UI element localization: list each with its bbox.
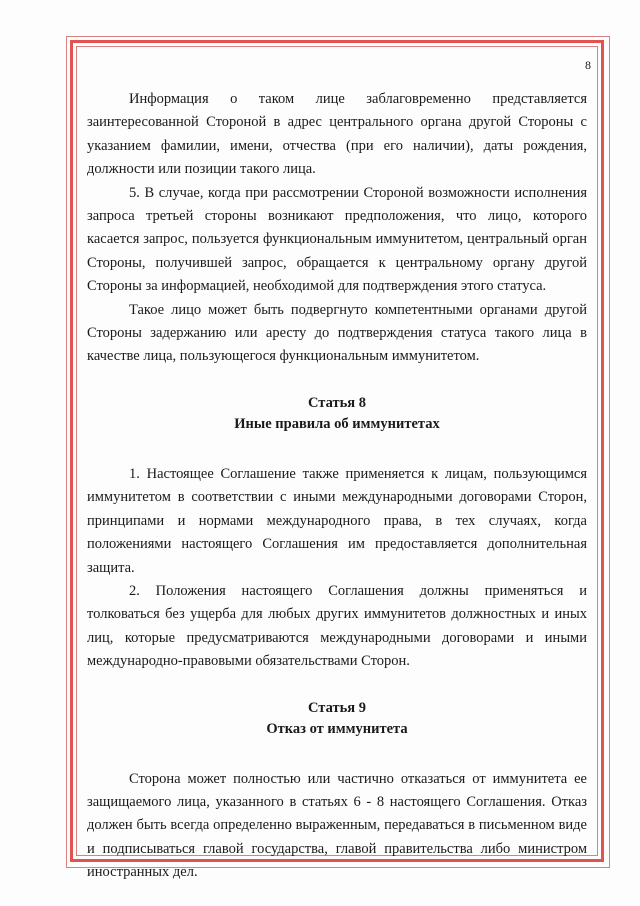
paragraph: 5. В случае, когда при рассмотрении Стороной возможности исполнения запроса третьей стороны возникают предположения, что лицо, которого касается запрос, пользуется функциональным иммунитетом, центральный орган Стороны, получившей запрос, обращается к центральному органу другой Стороны за информацией, необходимой для подтверждения этого статуса. (87, 184, 587, 295)
article-8-title: Иные правила об иммунитетах (234, 415, 440, 432)
paragraph: Сторона может полностью или частично отказаться от иммунитета ее защищаемого лица, указанного в статьях 6 - 8 настоящего Соглашения. Отказ должен быть всегда определенно выраженным, передаваться в письменном виде и подписываться главой государства, главой правительства либо министром иностранных дел. (87, 770, 587, 881)
article-9-number: Статья 9 (308, 699, 366, 716)
page-number: 8 (585, 58, 591, 72)
paragraph: 1. Настоящее Соглашение также применяется к лицам, пользующимся иммунитетом в соответствии с иными международными договорами Сторон, принципами и нормами международного права, в тех случаях, когда положениями настоящего Соглашения им предоставляется дополнительная защита. (87, 465, 587, 576)
document-body (87, 88, 587, 885)
paragraph: Такое лицо может быть подвергнуто компетентными органами другой Стороны задержанию или аресту до подтверждения статуса такого лица в качестве лица, пользующегося функциональным иммунитетом. (87, 301, 587, 365)
paragraph: 2. Положения настоящего Соглашения должны применяться и толковаться без ущерба для любых других иммунитетов должностных и иных лиц, которые предусматриваются международными договорами и иными международно-правовыми обязательствами Сторон. (87, 582, 587, 670)
article-9-title: Отказ от иммунитета (266, 720, 408, 737)
paragraph: Информация о таком лице заблаговременно представляется заинтересованной Стороной в адрес центрального органа другой Стороны с указанием фамилии, имени, отчества (при его наличии), даты рождения, должности или позиции такого лица. (87, 91, 587, 178)
article-8-number: Статья 8 (308, 394, 366, 411)
